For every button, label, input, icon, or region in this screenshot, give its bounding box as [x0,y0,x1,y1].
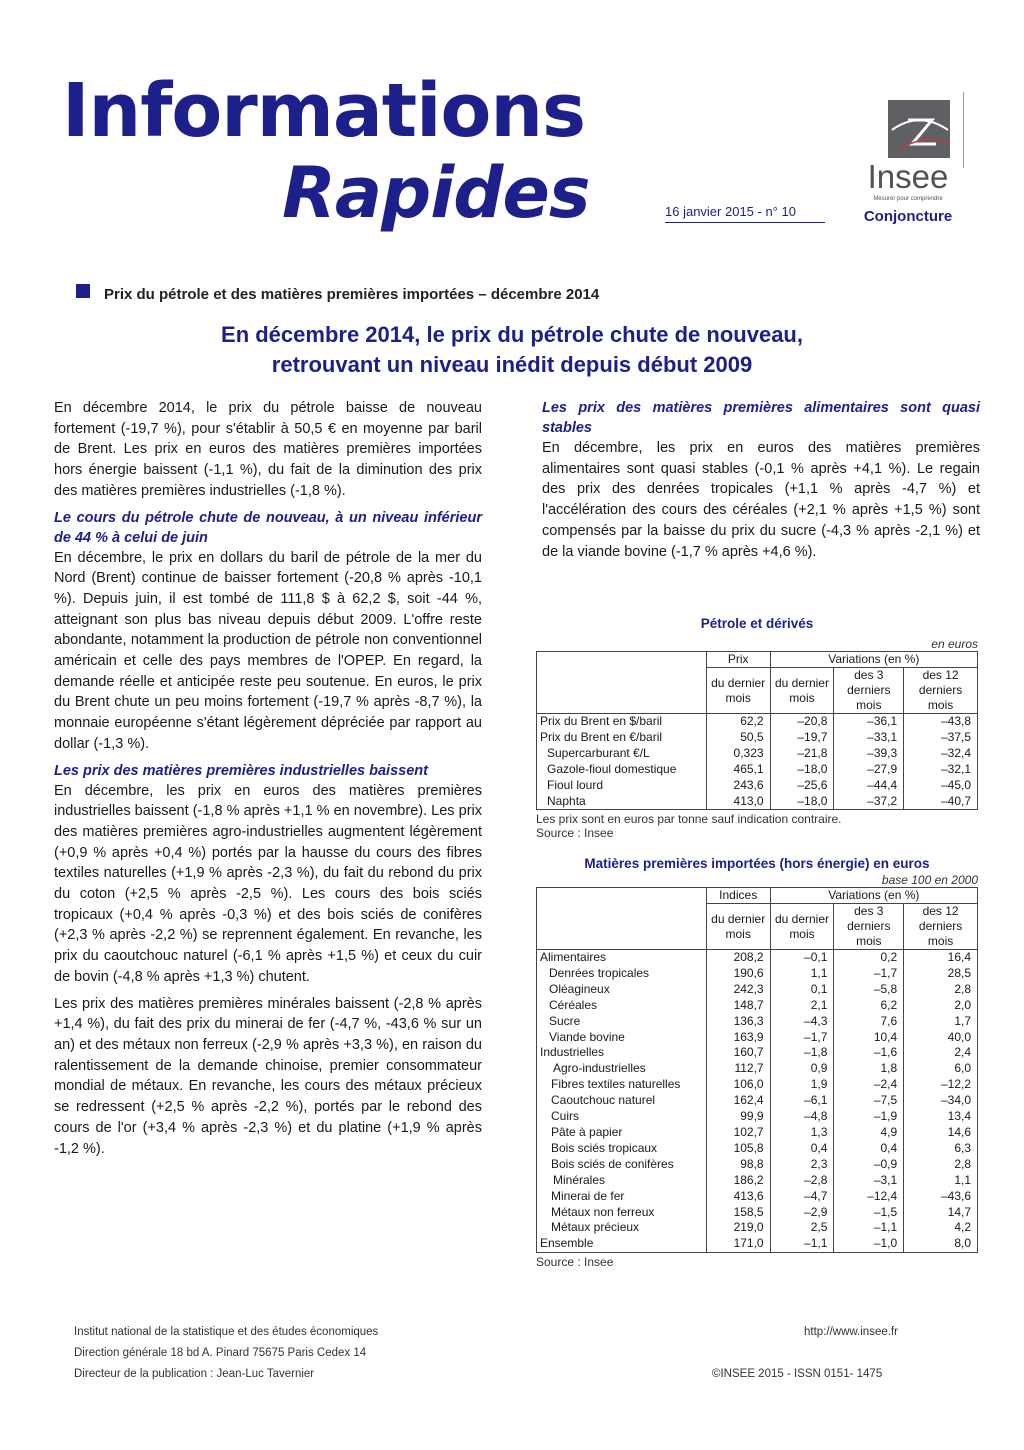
row-value: –25,6 [770,778,834,794]
row-value: –40,7 [904,794,978,810]
row-value: –36,1 [834,714,904,730]
insee-logo [858,92,968,232]
table-row [537,730,978,746]
headline-line1: En décembre 2014, le prix du pétrole chute de nouveau, [221,322,803,347]
column-header: des 12 derniers mois [904,904,978,950]
table-matieres [536,856,978,1269]
topic-label: Prix du pétrole et des matières premières importées – décembre 2014 [104,286,600,303]
oil-paragraph: En décembre, le prix en dollars du baril de pétrole de la mer du Nord (Brent) continue de baisser fortement (-20,8 % après -10,1 %). Depuis juin, il est tombé de 111,8 $ à 62,2 $, soit -44 %, atteignant son plus bas niveau depuis début 2009. L'offre reste abondante, notamment la production de pétrole non conventionnel américain et celle des pays membres de l'OPEP. En regard, la demande réelle et anticipée reste peu soutenue. En euros, le prix du Brent chute un peu moins fortement (-19,7 % après -8,7 %), la monnaie européenne s'étant légèrement dépréciée par rapport au dollar (-1,3 %). [54,549,482,752]
row-label: Caoutchouc naturel [537,1093,707,1109]
table-row [537,1061,978,1077]
table-row [537,1125,978,1141]
table-row [537,778,978,794]
row-value: 106,0 [706,1077,770,1093]
footer-director: Directeur de la publication : Jean-Luc Tavernier [74,1368,315,1380]
row-value: 102,7 [706,1125,770,1141]
table-petrole-source: Source : Insee [536,826,614,841]
right-column [542,398,980,568]
row-value: –1,9 [834,1109,904,1125]
table-row [537,794,978,810]
row-value: 2,0 [904,998,978,1014]
row-value: 0,4 [834,1141,904,1157]
table-matieres-title: Matières premières importées (hors énergie) en euros [584,856,930,871]
column-header: des 3 derniers mois [834,904,904,950]
row-label: Fibres textiles naturelles [537,1077,707,1093]
row-value: –19,7 [770,730,834,746]
row-label: Bois sciés de conifères [537,1157,707,1173]
row-value: 16,4 [904,950,978,966]
row-value: 190,6 [706,966,770,982]
column-header: des 12 derniers mois [904,668,978,714]
row-value: 0,1 [770,982,834,998]
table-row [537,1236,978,1252]
headline [140,320,884,380]
row-value: 13,4 [904,1109,978,1125]
table-row [537,1157,978,1173]
row-value: –32,1 [904,762,978,778]
table-petrole-title: Pétrole et dérivés [700,616,814,631]
row-label: Bois sciés tropicaux [537,1141,707,1157]
table-row [537,1077,978,1093]
row-value: 4,2 [904,1220,978,1236]
logo-tagline: Mesurer pour comprendre [873,196,943,202]
row-value: –32,4 [904,746,978,762]
row-value: 186,2 [706,1173,770,1189]
table-row [537,998,978,1014]
table-petrole-head-var: Variations (en %) [770,652,977,668]
footer-left [74,1322,378,1385]
subheading-industrial: Les prix des matières premières industrielles baissent [54,762,428,779]
row-label: Pâte à papier [537,1125,707,1141]
logo-divider [963,92,964,168]
row-label: Fioul lourd [537,778,707,794]
row-value: –7,5 [834,1093,904,1109]
row-value: –34,0 [904,1093,978,1109]
row-label: Sucre [537,1014,707,1030]
row-value: 208,2 [706,950,770,966]
row-value: –2,4 [834,1077,904,1093]
table-row [537,1173,978,1189]
row-label: Ensemble [537,1236,707,1252]
table-row [537,746,978,762]
row-value: –0,1 [770,950,834,966]
row-label: Céréales [537,998,707,1014]
table-row [537,1141,978,1157]
topic-bullet-icon [76,284,90,298]
row-label: Viande bovine [537,1030,707,1046]
row-value: 0,2 [834,950,904,966]
row-value: 1,3 [770,1125,834,1141]
row-value: 2,4 [904,1045,978,1061]
row-value: 160,7 [706,1045,770,1061]
row-value: 1,9 [770,1077,834,1093]
row-value: –1,7 [770,1030,834,1046]
row-value: –45,0 [904,778,978,794]
row-value: –3,1 [834,1173,904,1189]
masthead-title-line1: Informations [62,68,586,154]
row-value: –4,7 [770,1189,834,1205]
masthead-title-line2: Rapides [282,152,590,234]
row-label: Supercarburant €/L [537,746,707,762]
row-value: 0,9 [770,1061,834,1077]
table-row [537,982,978,998]
row-value: 2,3 [770,1157,834,1173]
row-value: 163,9 [706,1030,770,1046]
table-row [537,1030,978,1046]
row-value: –43,6 [904,1189,978,1205]
footer-institute: Institut national de la statistique et des études économiques [74,1326,379,1338]
insee-emblem-icon [888,100,950,158]
row-value: 14,6 [904,1125,978,1141]
table-matieres-head-index: Indices [706,888,770,904]
row-value: 6,3 [904,1141,978,1157]
row-value: 2,5 [770,1220,834,1236]
row-value: 6,2 [834,998,904,1014]
row-value: –1,7 [834,966,904,982]
table-row [537,1205,978,1221]
row-value: 243,6 [706,778,770,794]
row-value: 28,5 [904,966,978,982]
row-label: Métaux non ferreux [537,1205,707,1221]
row-value: 2,8 [904,982,978,998]
row-value: 7,6 [834,1014,904,1030]
left-column [54,398,482,1165]
table-petrole-head-price: Prix [706,652,770,668]
row-value: 2,8 [904,1157,978,1173]
row-value: –1,6 [834,1045,904,1061]
row-value: –33,1 [834,730,904,746]
footer-url[interactable]: http://www.insee.fr [804,1326,898,1338]
row-value: 1,8 [834,1061,904,1077]
footer-copyright: ©INSEE 2015 - ISSN 0151- 1475 [712,1368,883,1380]
row-label: Industrielles [537,1045,707,1061]
row-value: 148,7 [706,998,770,1014]
table-matieres-source: Source : Insee [536,1255,614,1270]
row-value: 219,0 [706,1220,770,1236]
row-value: –1,1 [834,1220,904,1236]
row-value: –39,3 [834,746,904,762]
row-value: 14,7 [904,1205,978,1221]
table-row [537,1189,978,1205]
table-row [537,950,978,966]
row-value: –1,8 [770,1045,834,1061]
row-value: –18,0 [770,794,834,810]
table-matieres-head-var: Variations (en %) [770,888,977,904]
row-value: 171,0 [706,1236,770,1252]
column-header: du dernier mois [706,904,770,950]
table-petrole [536,616,978,840]
table-matieres-unit: base 100 en 2000 [881,873,978,887]
row-value: 465,1 [706,762,770,778]
row-label: Métaux précieux [537,1220,707,1236]
row-value: 105,8 [706,1141,770,1157]
row-label: Cuirs [537,1109,707,1125]
row-label: Oléagineux [537,982,707,998]
row-label: Denrées tropicales [537,966,707,982]
table-petrole-unit: en euros [931,637,978,651]
column-header: du dernier mois [706,668,770,714]
table-petrole-note: Les prix sont en euros par tonne sauf indication contraire. [536,812,842,827]
row-value: –18,0 [770,762,834,778]
row-value: 112,7 [706,1061,770,1077]
row-value: –6,1 [770,1093,834,1109]
table-row [537,966,978,982]
row-value: 1,1 [770,966,834,982]
row-value: 0,4 [770,1141,834,1157]
row-label: Alimentaires [537,950,707,966]
row-value: 98,8 [706,1157,770,1173]
table-petrole-grid [536,651,978,810]
row-value: –12,4 [834,1189,904,1205]
row-label: Minerai de fer [537,1189,707,1205]
headline-line2: retrouvant un niveau inédit depuis début 2009 [271,352,753,377]
table-row [537,1014,978,1030]
row-label: Minérales [537,1173,707,1189]
row-value: 162,4 [706,1093,770,1109]
row-value: –1,5 [834,1205,904,1221]
table-row [537,1109,978,1125]
column-header: du dernier mois [770,668,834,714]
row-value: 50,5 [706,730,770,746]
row-value: 1,7 [904,1014,978,1030]
column-header: du dernier mois [770,904,834,950]
logo-name: Insee [867,158,949,195]
row-value: –12,2 [904,1077,978,1093]
intro-paragraph: En décembre 2014, le prix du pétrole baisse de nouveau fortement (-19,7 %), pour s'établir à 50,5 € en moyenne par baril de Brent. Les prix en euros des matières premières importées hors énergie baissent (-1,1 %), du fait de la diminution des prix des matières premières industrielles (-1,8 %). [54,400,482,499]
row-value: 10,4 [834,1030,904,1046]
minerals-paragraph: Les prix des matières premières minérales baissent (-2,8 % après +1,4 %), du fait des prix du minerai de fer (-4,7 %, -43,6 % sur un an) et des métaux non ferreux (-2,9 % après +3,3 %), en raison du ralentissement de la demande chinoise, premier consommateur mondial de métaux. En revanche, les cours des métaux précieux se redressent (+2,5 % après -2,2 %), portés par le rebond des cours de l'or (+3,4 % après -2,3 %) et du platine (+1,9 % après -1,2 %). [54,995,482,1157]
row-label: Prix du Brent en €/baril [537,730,707,746]
row-value: 158,5 [706,1205,770,1221]
issue-date: 16 janvier 2015 - n° 10 [665,204,825,223]
subheading-oil: Le cours du pétrole chute de nouveau, à un niveau inférieur de 44 % à celui de juin [54,509,482,546]
logo-section: Conjoncture [863,208,953,225]
row-value: –4,3 [770,1014,834,1030]
row-value: 413,0 [706,794,770,810]
row-label: Naphta [537,794,707,810]
row-value: –2,8 [770,1173,834,1189]
row-value: –2,9 [770,1205,834,1221]
table-row [537,714,978,730]
row-value: 8,0 [904,1236,978,1252]
column-header: des 3 derniers mois [834,668,904,714]
row-value: –43,8 [904,714,978,730]
food-paragraph: En décembre, les prix en euros des matières premières alimentaires sont quasi stables (-0,1 % après +4,1 %). Le regain des prix des denrées tropicales (+1,1 % après -4,7 %) et l'accélération des cours des céréales (+2,1 % après +1,5 %) sont compensés par la baisse du prix du sucre (-4,3 % après -2,1 %) et de la viande bovine (-1,7 % après +4,6 %). [542,440,980,560]
row-value: 4,9 [834,1125,904,1141]
row-value: 242,3 [706,982,770,998]
row-value: 1,1 [904,1173,978,1189]
row-value: 0,323 [706,746,770,762]
row-label: Prix du Brent en $/baril [537,714,707,730]
row-value: –27,9 [834,762,904,778]
row-value: –20,8 [770,714,834,730]
table-row [537,1220,978,1236]
row-value: –4,8 [770,1109,834,1125]
table-row [537,762,978,778]
row-value: –5,8 [834,982,904,998]
subheading-food: Les prix des matières premières alimentaires sont quasi stables [542,400,980,436]
row-value: –37,5 [904,730,978,746]
industrial-paragraph: En décembre, les prix en euros des matières premières industrielles baissent (-1,8 % après +1,1 % en novembre). Les prix des matières premières agro-industrielles augmentent légèrement (+0,9 % après +0,4 %) portés par la hausse du cours des fibres textiles naturelles (+1,9 % après -2,3 %), du fait du rebond du prix du coton (+2,5 % après -2,5 %). Les cours des bois sciés tropicaux (+0,4 % après -0,3 %) et des bois sciés de conifères (+2,3 % après -2,2 %) se reprennent également. En revanche, les prix du caoutchouc naturel (-6,1 % après +1,5 %) et ceux du cuir de bovin (-4,8 % après +1,3 %) chutent. [54,782,482,985]
row-value: 6,0 [904,1061,978,1077]
footer-address: Direction générale 18 bd A. Pinard 75675 Paris Cedex 14 [74,1347,367,1359]
row-value: –0,9 [834,1157,904,1173]
row-label: Gazole-fioul domestique [537,762,707,778]
row-value: 40,0 [904,1030,978,1046]
row-value: 136,3 [706,1014,770,1030]
row-value: –44,4 [834,778,904,794]
row-value: –37,2 [834,794,904,810]
row-label: Agro-industrielles [537,1061,707,1077]
table-row [537,1093,978,1109]
row-value: –21,8 [770,746,834,762]
row-value: 62,2 [706,714,770,730]
table-row [537,1045,978,1061]
row-value: 413,6 [706,1189,770,1205]
row-value: 2,1 [770,998,834,1014]
row-value: –1,0 [834,1236,904,1252]
table-matieres-grid [536,887,978,1253]
row-value: 99,9 [706,1109,770,1125]
row-value: –1,1 [770,1236,834,1252]
